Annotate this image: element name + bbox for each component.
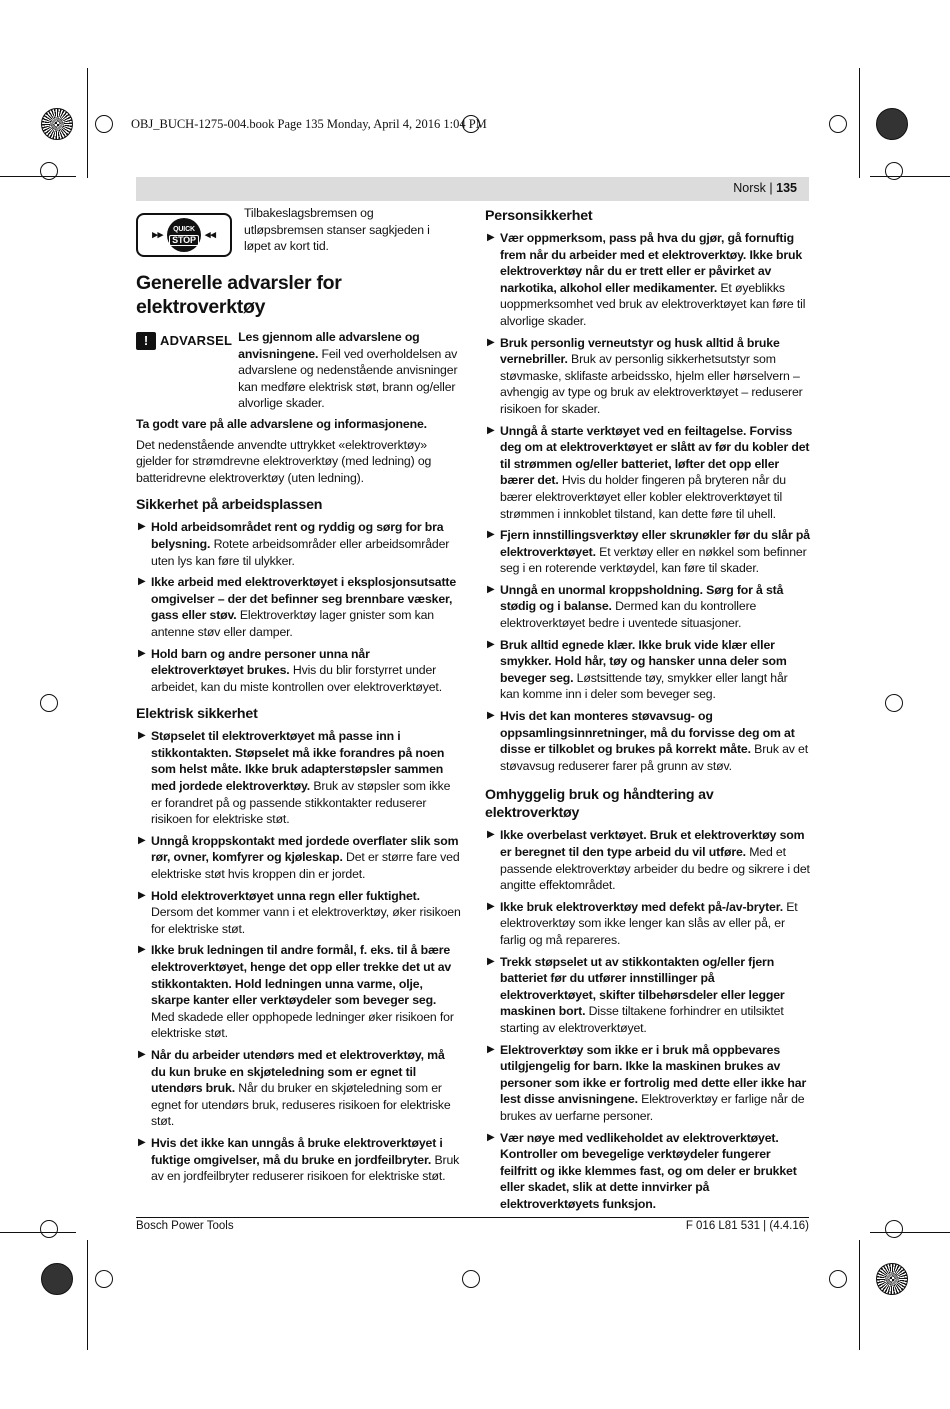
warning-triangle-icon: ! [136,332,156,350]
bullet-body-text: Hvis du holder fingeren på bryteren når du bærer elektroverktøyet eller kobler elektroverktøyet til strømmen i innkoblet tilstand, kan dette føre til uhell. [500,473,786,521]
quickstop-icon-bottom: STOP [169,235,199,246]
bullet-item [136,574,462,640]
bullet-triangle-icon: ▶ [487,955,495,967]
bullet-body-text: Bruk av en jordfeilbryter reduserer risikoen for elektriske støt. [151,1152,460,1184]
crosshair-mark [462,1270,480,1288]
bullet-item [485,1130,810,1213]
careful-list [485,827,810,1212]
careful-heading: Omhyggelig bruk og håndtering av elektroverktøy [485,787,714,822]
crosshair-mark [95,115,113,133]
bullet-item [136,728,462,828]
bullet-body-text: Hvis du blir forstyrret under arbeidet, kan du miste kontrollen over elektroverktøyet. [151,663,442,694]
bullet-item [485,582,810,632]
bullet-item [485,954,810,1037]
crosshair-mark [95,1270,113,1288]
bullet-triangle-icon: ▶ [487,529,495,541]
bullet-body-text: Dersom det kommer vann i et elektroverktøy, øker risikoen for elektriske støt. [151,905,461,936]
bullet-triangle-icon: ▶ [487,1131,495,1143]
bullet-body-text: Med skadede eller opphopede ledninger øker risikoen for elektriske støt. [151,1009,454,1041]
bullet-triangle-icon: ▶ [138,889,146,901]
bullet-bold-text: Hvis det ikke kan unngås å bruke elektroverktøyet i fuktige omgivelser, må du bruke en jordfeilbryter. [151,1135,443,1167]
bullet-item [136,888,462,938]
bullet-body-text: Dermed kan du kontrollere elektroverktøyet bedre i uventede situasjoner. [500,599,757,631]
crosshair-mark [829,115,847,133]
bullet-triangle-icon: ▶ [487,900,495,912]
crop-line [87,68,88,178]
bullet-body-text: Elektroverktøy lager gnister som kan antenne støv eller damper. [151,608,434,639]
bullet-bold-text: Vær oppmerksom, pass på hva du gjør, gå fornuftig frem når du arbeider med et elektroverktøy. Ikke bruk elektroverktøy når du er trett eller er påvirket av narkotika, alkohol eller medikamenter. [500,231,803,295]
crop-line [859,68,860,178]
footer-rule [136,1217,809,1218]
bullet-item [485,423,810,523]
workplace-heading: Sikkerhet på arbeidsplassen [136,497,323,514]
warning-word: ADVARSEL [160,332,233,348]
bullet-item [485,335,810,418]
bullet-triangle-icon: ▶ [487,829,495,841]
bullet-item [485,899,810,949]
bullet-body-text: Rotete arbeidsområder eller arbeidsområder uten lys kan føre til ulykker. [151,536,450,568]
keep-note: Ta godt vare på alle advarslene og informasjonene. [136,416,427,431]
bullet-bold-text: Elektroverktøy som ikke er i bruk må oppbevares utilgjengelig for barn. Ikke la maskinen brukes av personer som ikke er fortrolig med dette eller ikke har lest disse anvisningene. [500,1042,807,1107]
bullet-item [485,1042,810,1125]
bullet-triangle-icon: ▶ [138,647,146,659]
bullet-bold-text: Trekk støpselet ut av stikkontakten og/eller fjern batteriet før du utfører innstillinger på elektroverktøyet, skifter tilbehørsdeler eller legger maskinen bort. [500,954,785,1019]
bullet-body-text: Det er større fare ved elektriske støt hvis kroppen din er jordet. [151,850,460,882]
warning-bold: Les gjennom alle advarslene og anvisningene. [238,330,420,361]
crosshair-mark [40,694,58,712]
left-column [136,205,462,1190]
bullet-bold-text: Ikke arbeid med elektroverktøyet i eksplosjonsutsatte omgivelser – der det befinner seg brennbare væsker, gass eller støv. [151,575,457,623]
bullet-item [136,646,462,696]
page-header-label: Norsk | 135 [733,181,797,195]
print-registration-mark [876,1263,908,1295]
bullet-triangle-icon: ▶ [138,944,146,956]
bullet-body-text: Et øyeblikks uoppmerksomhet ved bruk av elektroverktøyet kan føre til alvorlige skader. [500,280,806,328]
warning-text [238,329,462,412]
print-registration-mark [41,108,73,140]
quickstop-badge [167,218,201,252]
bullet-bold-text: Unngå å starte verktøyet ved en feiltagelse. Forviss deg om at elektroverktøyet er slått av før du kobler det til strømmen og/eller batteriet, løfter det opp eller bærer det. [500,423,810,488]
bullet-item [136,942,462,1042]
bullet-body-text: Bruk av personlig sikkerhetsutstyr som støvmaske, sklifaste arbeidssko, hjelm eller hørselvern – avhengig av type og bruk av elektroverktøyet – reduserer risikoen for skader. [500,352,803,416]
crosshair-mark [885,694,903,712]
footer-publisher: Bosch Power Tools [136,1220,234,1232]
bullet-body-text: Når du bruker en skjøteledning som er egnet for utendørs bruk, reduseres risikoen for elektriske støt. [151,1081,451,1129]
intro-text: Det nedenstående anvendte uttrykket «elektroverktøy» gjelder for strømdrevne elektroverktøy (med ledning) og batteridrevne elektroverktøy (uten ledning). [136,437,432,485]
crop-line [870,176,950,177]
section-title: Generelle advarsler for elektroverktøy [136,272,342,318]
warning-block [136,329,462,416]
page-header [136,177,809,201]
electrical-heading: Elektrisk sikkerhet [136,706,258,723]
electrical-list [136,728,462,1184]
bullet-bold-text: Ikke bruk elektroverktøy med defekt på-/av-bryter. [500,899,783,914]
bullet-bold-text: Vær nøye med vedlikeholdet av elektroverktøyet. Kontroller om bevegelige verktøydeler fungerer feilfritt og ikke klemmes fast, og om deler er brukket eller skadet, slik at dette innvirker på elektroverktøyets funksjon. [500,1130,797,1211]
bullet-bold-text: Hold barn og andre personer unna når elektroverktøyet brukes. [151,646,370,678]
bullet-body-text: Løstsittende tøy, smykker eller langt hår kan komme inn i deler som beveger seg. [500,670,788,702]
bullet-bold-text: Bruk personlig verneutstyr og husk alltid å bruke vernebriller. [500,335,780,367]
bullet-triangle-icon: ▶ [138,730,146,742]
crop-line [870,1232,950,1233]
arrows-in-icon: ▸▸ [152,228,163,241]
bullet-triangle-icon: ▶ [487,1043,495,1055]
bullet-triangle-icon: ▶ [487,710,495,722]
print-registration-mark [41,1263,73,1295]
bullet-triangle-icon: ▶ [138,521,146,533]
warning-badge [136,332,232,350]
bullet-body-text: Bruk av et støvavsug reduserer farer på grunn av støv. [500,742,809,773]
bullet-bold-text: Hvis det kan monteres støvavsug- og oppsamlingsinnretninger, må du forvisse deg om at disse er tilkoblet og brukes på korrekt måte. [500,709,795,757]
print-registration-mark [876,108,908,140]
crop-line [87,1240,88,1350]
bullet-triangle-icon: ▶ [487,336,495,348]
bullet-bold-text: Når du arbeider utendørs med et elektroverktøy, må du kun bruke en skjøteledning som er egnet til utendørs bruk. [151,1047,445,1096]
quickstop-text: Tilbakeslagsbremsen og utløpsbremsen stanser sagkjeden i løpet av kort tid. [244,206,430,254]
crosshair-mark [40,162,58,180]
right-column [485,205,810,1217]
page-number: 135 [776,181,797,195]
print-slug: OBJ_BUCH-1275-004.book Page 135 Monday, April 4, 2016 1:04 PM [131,117,487,131]
bullet-item [485,827,810,893]
bullet-item [136,519,462,569]
crosshair-mark [885,1220,903,1238]
bullet-item [485,708,810,774]
bullet-bold-text: Fjern innstillingsverktøy eller skrunøkler før du slår på elektroverktøyet. [500,528,810,559]
bullet-body-text: Elektroverktøy er farlige når de brukes av uerfarne personer. [500,1092,805,1123]
bullet-item [136,1047,462,1130]
crosshair-mark [40,1220,58,1238]
bullet-bold-text: Ikke bruk ledningen til andre formål, f. eks. til å bære elektroverktøyet, henge det opp eller trekke det ut av stikkontakten. Hold ledningen unna varme, olje, skarpe kanter eller verktøydeler som beveger seg. [151,943,452,1008]
bullet-item [485,230,810,330]
bullet-triangle-icon: ▶ [487,424,495,436]
personal-list [485,230,810,774]
crop-line [859,1240,860,1350]
bullet-item [485,637,810,703]
bullet-triangle-icon: ▶ [138,576,146,588]
bullet-bold-text: Støpselet til elektroverktøyet må passe inn i stikkontakten. Støpselet må ikke forandres på noen som helst måte. Ikke bruk adapterstøpsler sammen med jordede elektroverktøy. [151,729,445,794]
bullet-bold-text: Ikke overbelast verktøyet. Bruk et elektroverktøy som er beregnet til den type arbeid du vil utføre. [500,828,805,859]
quickstop-icon [136,213,232,257]
bullet-body-text: Et verktøy eller en nøkkel som befinner seg i en roterende verktøydel, kan føre til skader. [500,544,807,576]
workplace-list [136,519,462,695]
bullet-triangle-icon: ▶ [487,232,495,243]
crosshair-mark [829,1270,847,1288]
quickstop-icon-top: QUICK [173,225,195,233]
bullet-triangle-icon: ▶ [138,1048,146,1060]
bullet-body-text: Et elektroverktøy som ikke lenger kan slås av eller på, er farlig og må repareres. [500,899,798,947]
warning-body: Feil ved overholdelsen av advarslene og nedenstående anvisninger kan medføre elektrisk støt, brann og/eller alvorlige skader. [238,346,458,411]
bullet-triangle-icon: ▶ [487,583,495,595]
footer-docnumber: F 016 L81 531 | (4.4.16) [685,1220,809,1232]
header-language: Norsk [733,181,766,195]
bullet-item [485,527,810,577]
bullet-triangle-icon: ▶ [487,638,495,650]
bullet-triangle-icon: ▶ [138,1136,146,1148]
bullet-item [136,833,462,883]
arrows-out-icon: ◂◂ [205,228,216,241]
crosshair-mark [885,162,903,180]
bullet-body-text: Med et passende elektroverktøy arbeider du bedre og sikrere i det angitte effektområdet. [500,845,810,893]
bullet-item [136,1135,462,1185]
crop-line [0,1232,76,1233]
bullet-body-text: Disse tiltakene forhindrer en utilsiktet starting av elektroverktøyet. [500,1004,784,1035]
crop-line [0,176,76,177]
bullet-body-text: Bruk av støpsler som ikke er forandret på og passende stikkontakter reduserer risikoen for elektriske støt. [151,779,451,827]
quickstop-block [136,205,462,257]
bullet-bold-text: Unngå en unormal kroppsholdning. Sørg for å stå stødig og i balanse. [500,582,784,614]
bullet-bold-text: Hold elektroverktøyet unna regn eller fuktighet. [151,888,420,903]
bullet-triangle-icon: ▶ [138,834,146,846]
bullet-bold-text: Unngå kroppskontakt med jordede overflater slik som rør, ovner, komfyrer og kjøleskap. [151,833,459,865]
bullet-bold-text: Hold arbeidsområdet rent og ryddig og sørg for bra belysning. [151,520,444,551]
bullet-bold-text: Bruk alltid egnede klær. Ikke bruk vide klær eller smykker. Hold hår, tøy og hansker unna deler som beveger seg. [500,637,787,685]
personal-heading: Personsikkerhet [485,208,593,224]
